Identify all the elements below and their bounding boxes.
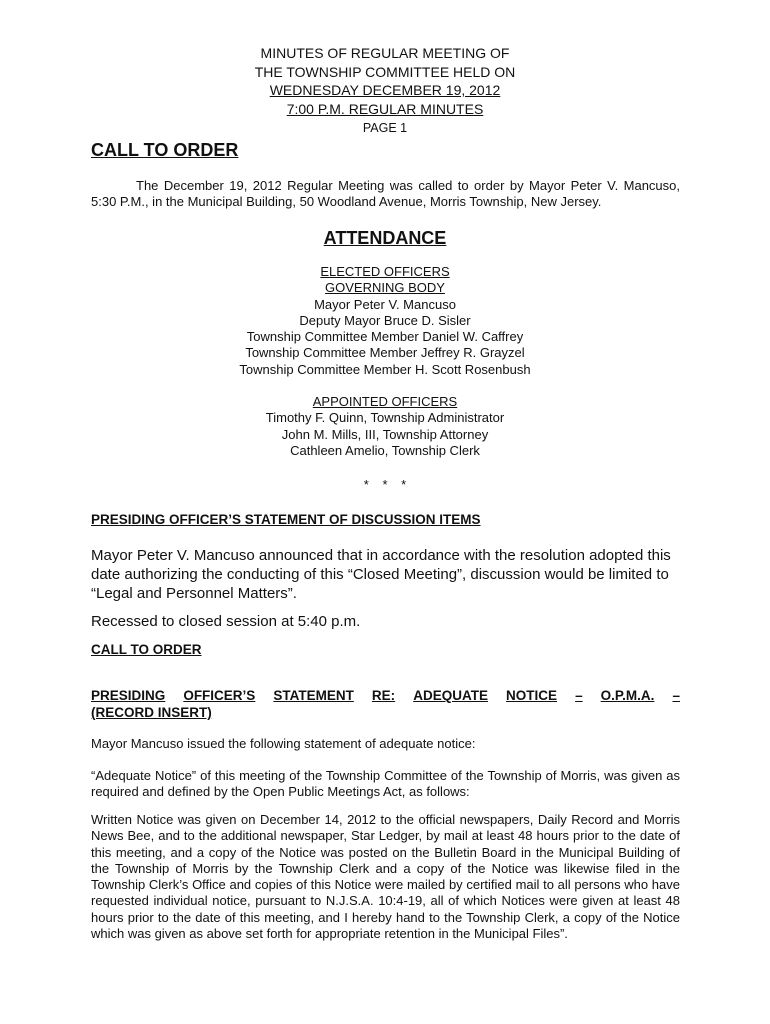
presiding-statement-text: Mayor Peter V. Mancuso announced that in accordance with the resolution adopted this date authorizing the conducting of this “Closed Meeting”, discussion would be limited to “Legal and Personnel Matters”. [91,547,671,602]
appointed-officer: Cathleen Amelio, Township Clerk [290,442,480,458]
presiding-statement-heading: PRESIDING OFFICER’S STATEMENT OF DISCUSSION ITEMS [91,512,481,527]
adequate-notice-heading [91,687,680,721]
heading-word: PRESIDING [91,688,166,703]
adequate-notice-heading-line-2: (RECORD INSERT) [91,705,212,720]
adequate-notice-paragraph-1: “Adequate Notice” of this meeting of the Township Committee of the Township of Morris, was given as required and defined by the Open Public Meetings Act, as follows: [91,768,680,800]
attendance-heading: ATTENDANCE [323,228,447,248]
call-to-order-text: The December 19, 2012 Regular Meeting was called to order by Mayor Peter V. Mancuso, 5:30 P.M., in the Municipal Building, 50 Woodland Avenue, Morris Township, New Jersey. [91,178,680,209]
adequate-notice-intro: Mayor Mancuso issued the following statement of adequate notice: [91,736,476,751]
elected-member: Mayor Peter V. Mancuso [314,296,456,312]
heading-word: OFFICER’S [183,688,256,703]
section-separator: * * * [363,477,407,492]
heading-word: RE: [371,688,396,703]
elected-officers-heading: ELECTED OFFICERS [320,264,450,279]
elected-member: Township Committee Member H. Scott Rosenbush [239,361,531,377]
governing-body-heading: GOVERNING BODY [325,280,445,296]
header-line-4: 7:00 P.M. REGULAR MINUTES [286,100,484,117]
heading-word: O.P.M.A. [600,688,655,703]
call-to-order-heading-2: CALL TO ORDER [91,642,202,657]
page-number: PAGE 1 [362,121,408,135]
heading-word: STATEMENT [273,688,354,703]
appointed-officer: John M. Mills, III, Township Attorney [281,426,489,442]
header-line-1: MINUTES OF REGULAR MEETING OF [260,45,510,61]
recess-text: Recessed to closed session at 5:40 p.m. [91,613,361,630]
adequate-notice-paragraph-2: Written Notice was given on December 14, 2012 to the official newspapers, Daily Record and Morris News Bee, and to the additional newspaper, Star Ledger, by mail at least 48 hours prior to the date of this meeting, and a copy of the Notice was posted on the Bulletin Board in the Municipal Building of the Township of Morris by the Township Clerk and a copy of the Notice was likewise filed in the Township Clerk’s Office and copies of this Notice were mailed by certified mail to all persons who have requested individual notice, pursuant to N.J.S.A. 10:4-19, all of which Notices were given at least 48 hours prior to the date of this meeting, and I hereby hand to the Township Clerk, a copy of the Notice which was given as above set forth for appropriate retention in the Municipal Files”. [91,812,680,942]
header-line-2: THE TOWNSHIP COMMITTEE HELD ON [254,63,516,80]
elected-member: Deputy Mayor Bruce D. Sisler [299,312,471,328]
attendance-list [0,264,770,459]
heading-word: ADEQUATE [413,688,488,703]
header-line-3: WEDNESDAY DECEMBER 19, 2012 [269,82,501,98]
appointed-officers-heading: APPOINTED OFFICERS [312,394,458,410]
heading-word: – [672,688,680,703]
heading-word: – [575,688,583,703]
call-to-order-heading: CALL TO ORDER [91,140,239,160]
heading-word: NOTICE [506,688,558,703]
elected-member: Township Committee Member Daniel W. Caffrey [246,329,524,345]
adequate-notice-heading-line-1 [91,687,680,704]
elected-member: Township Committee Member Jeffrey R. Grayzel [245,345,525,361]
appointed-officer: Timothy F. Quinn, Township Administrator [265,410,505,426]
minutes-header [0,44,770,137]
